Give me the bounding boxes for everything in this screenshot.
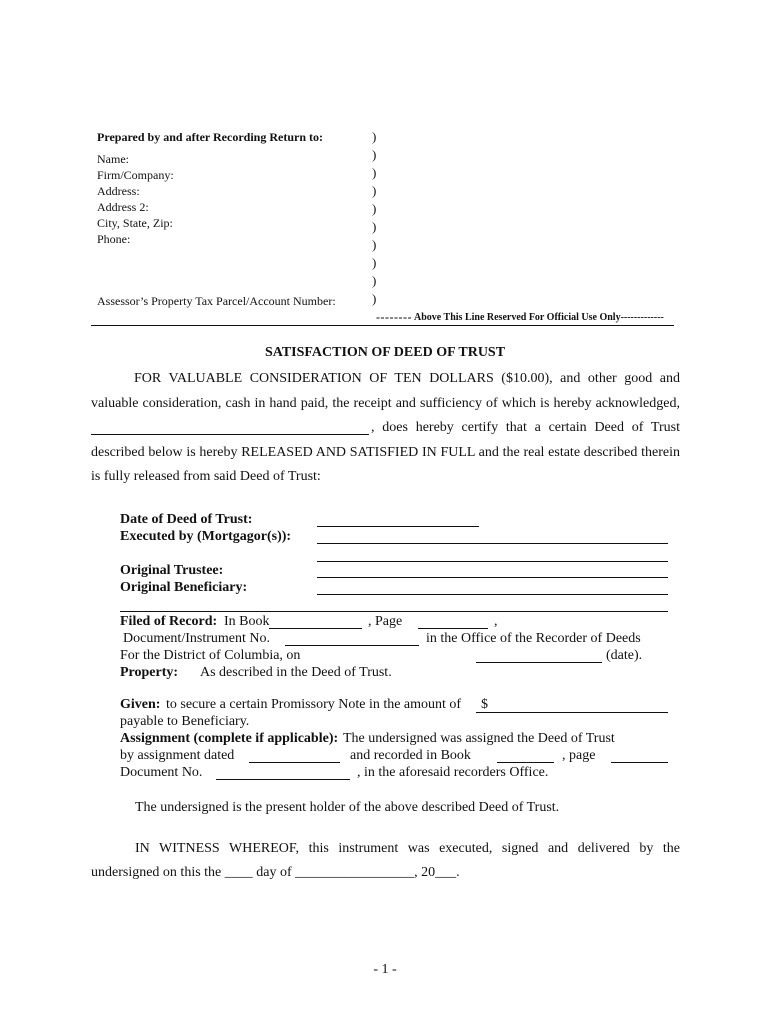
intro-line-4: described below is hereby RELEASED AND SATISFIED IN FULL and the real estate described therein: [91, 445, 680, 460]
page-number: - 1 -: [373, 962, 397, 977]
given-label: Given:: [120, 697, 161, 712]
original-trustee-blank[interactable]: [317, 577, 668, 578]
official-use-dashes: --------: [376, 310, 412, 324]
parcel-number-label: Assessor’s Property Tax Parcel/Account Number:: [97, 294, 336, 308]
page-lower-text: , page: [562, 748, 596, 763]
assignment-text: The undersigned was assigned the Deed of Trust: [343, 731, 615, 746]
original-trustee-label: Original Trustee:: [120, 563, 224, 578]
district-text: For the District of Columbia, on: [120, 648, 301, 663]
document-no-text: Document No.: [120, 765, 203, 780]
paren-mark: ): [372, 255, 377, 270]
grantor-name-blank[interactable]: [91, 434, 369, 435]
phone-field-label: Phone:: [97, 232, 131, 246]
given-text: to secure a certain Promissory Note in the amount of: [166, 697, 462, 712]
paren-mark: ): [372, 129, 377, 144]
filed-of-record-label: Filed of Record:: [120, 614, 218, 629]
intro-line-2: valuable consideration, cash in hand paid, the receipt and sufficiency of which is hereby acknowledged,: [91, 396, 680, 411]
intro-line-3: , does hereby certify that a certain Deed of Trust: [371, 420, 680, 435]
recording-date-blank[interactable]: [476, 662, 602, 663]
note-amount-blank[interactable]: [476, 712, 668, 713]
witness-line-2: undersigned on this the ____ day of _________________, 20___.: [91, 865, 460, 880]
paren-mark: ): [372, 291, 377, 306]
name-field-label: Name:: [97, 152, 129, 166]
prepared-by-heading: Prepared by and after Recording Return to:: [97, 130, 323, 144]
document-instrument-label: Document/Instrument No.: [123, 631, 270, 646]
in-book-label: In Book: [224, 614, 270, 629]
document-no-blank[interactable]: [216, 779, 350, 780]
book-number-blank[interactable]: [269, 628, 362, 629]
paren-mark: ): [372, 273, 377, 288]
holder-statement: The undersigned is the present holder of the above described Deed of Trust.: [135, 800, 560, 815]
paren-mark: ): [372, 219, 377, 234]
property-value: As described in the Deed of Trust.: [200, 665, 392, 680]
firm-company-field-label: Firm/Company:: [97, 168, 174, 182]
dollar-sign: $: [481, 697, 488, 712]
recorded-in-book-text: and recorded in Book: [350, 748, 471, 763]
official-use-divider: [91, 325, 674, 326]
executed-by-blank[interactable]: [317, 543, 668, 544]
payable-text: payable to Beneficiary.: [120, 714, 250, 729]
assignment-book-blank[interactable]: [497, 762, 554, 763]
executed-by-label: Executed by (Mortgagor(s)):: [120, 529, 292, 544]
by-assignment-text: by assignment dated: [120, 748, 235, 763]
document-title: SATISFACTION OF DEED OF TRUST: [264, 345, 506, 360]
comma: ,: [494, 614, 498, 629]
intro-line-1: FOR VALUABLE CONSIDERATION OF TEN DOLLARS ($10.00), and other good and: [134, 371, 680, 386]
city-state-zip-field-label: City, State, Zip:: [97, 216, 173, 230]
intro-line-5: is fully released from said Deed of Trust:: [91, 469, 321, 484]
address-field-label: Address:: [97, 184, 140, 198]
original-beneficiary-label: Original Beneficiary:: [120, 580, 248, 595]
page-number-blank[interactable]: [418, 628, 488, 629]
paren-mark: ): [372, 165, 377, 180]
office-of-recorder-text: in the Office of the Recorder of Deeds: [426, 631, 641, 646]
property-label: Property:: [120, 665, 179, 680]
section-divider: [120, 611, 668, 612]
date-of-deed-label: Date of Deed of Trust:: [120, 512, 253, 527]
assignment-date-blank[interactable]: [249, 762, 340, 763]
assignment-page-blank[interactable]: [611, 762, 668, 763]
paren-mark: ): [372, 147, 377, 162]
paren-mark: ): [372, 183, 377, 198]
aforesaid-text: , in the aforesaid recorders Office.: [357, 765, 549, 780]
page-label: , Page: [368, 614, 403, 629]
date-paren: (date).: [606, 648, 643, 663]
executed-by-blank-2[interactable]: [317, 561, 668, 562]
date-of-deed-blank[interactable]: [317, 526, 479, 527]
paren-mark: ): [372, 237, 377, 252]
witness-line-1: IN WITNESS WHEREOF, this instrument was executed, signed and delivered by the: [135, 841, 680, 856]
official-use-notice: Above This Line Reserved For Official Use Only-------------: [414, 312, 664, 323]
paren-mark: ): [372, 201, 377, 216]
address2-field-label: Address 2:: [97, 200, 149, 214]
document-instrument-blank[interactable]: [285, 645, 419, 646]
original-beneficiary-blank[interactable]: [317, 594, 668, 595]
assignment-label: Assignment (complete if applicable):: [120, 731, 339, 746]
